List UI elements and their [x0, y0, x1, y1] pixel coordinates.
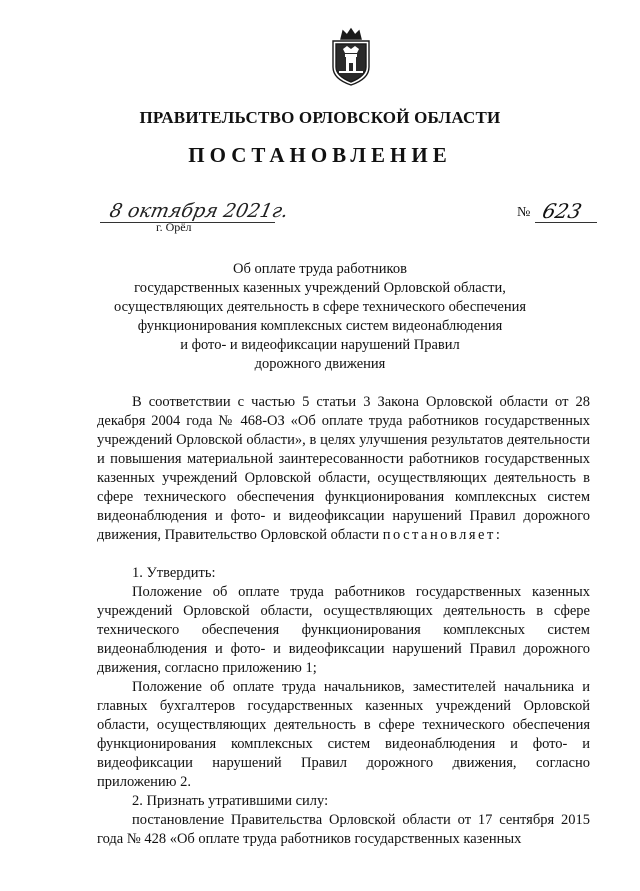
item2-heading: 2. Признать утратившими силу: — [132, 793, 329, 809]
document-type: ПОСТАНОВЛЕНИЕ — [188, 143, 452, 167]
subject-line: Об оплате труда работников — [233, 261, 407, 277]
orel-region-coat-of-arms-icon — [327, 27, 375, 87]
handwritten-date-text: 8 октября 2021г. — [107, 200, 291, 222]
preamble-keyword: постановляет — [382, 527, 496, 543]
preamble-paragraph — [97, 393, 590, 545]
government-name: ПРАВИТЕЛЬСТВО ОРЛОВСКОЙ ОБЛАСТИ — [139, 108, 501, 127]
subject-line: государственных казенных учреждений Орловской области, — [134, 280, 506, 296]
item1-paragraph-2: Положение об оплате труда начальников, заместителей начальника и главных бухгалтеров государственных казенных учреждений Орловской области, осуществляющих деятельность в сфере технического обеспечения функционирования комплексных систем видеонаблюдения и фото- и видеофиксации нарушений Правил дорожного движения, согласно приложению 2. — [97, 679, 590, 790]
item1-heading: 1. Утвердить: — [132, 565, 216, 581]
handwritten-number — [535, 199, 597, 225]
subject-line: функционирования комплексных систем видеонаблюдения — [137, 318, 503, 334]
preamble-tail: : — [495, 527, 500, 543]
handwritten-number-text: 623 — [540, 199, 585, 223]
number-underline — [535, 222, 597, 223]
preamble — [97, 393, 590, 545]
number-label: № — [517, 205, 531, 220]
subject-line: дорожного движения — [254, 356, 386, 372]
document-subject — [100, 260, 540, 374]
subject-line: осуществляющих деятельность в сфере технического обеспечения — [113, 299, 527, 315]
item2-paragraph-1: постановление Правительства Орловской области от 17 сентября 2015 года № 428 «Об оплате труда работников государственных казенных — [97, 812, 590, 847]
subject-line: и фото- и видеофиксации нарушений Правил — [180, 337, 460, 353]
item1-paragraph-1: Положение об оплате труда работников государственных казенных учреждений Орловской области, осуществляющих деятельность в сфере технического обеспечения функционирования комплексных систем видеонаблюдения и фото- и видеофиксации нарушений Правил дорожного движения, согласно приложению 1; — [97, 584, 590, 676]
city-label: г. Орёл — [156, 220, 192, 234]
preamble-text: В соответствии с частью 5 статьи 3 Закона Орловской области от 28 декабря 2004 года № 468-ОЗ «Об оплате труда работников государственных учреждений Орловской области», в целях улучшения результатов деятельности и повышения материальной заинтересованности работников государственных казенных учреждений Орловской области, осуществляющих деятельность в сфере технического обеспечения функционирования комплексных систем видеонаблюдения и фото- и видеофиксации нарушений Правил дорожного движения, Правительство Орловской области — [97, 394, 590, 543]
resolution-items — [97, 564, 590, 849]
